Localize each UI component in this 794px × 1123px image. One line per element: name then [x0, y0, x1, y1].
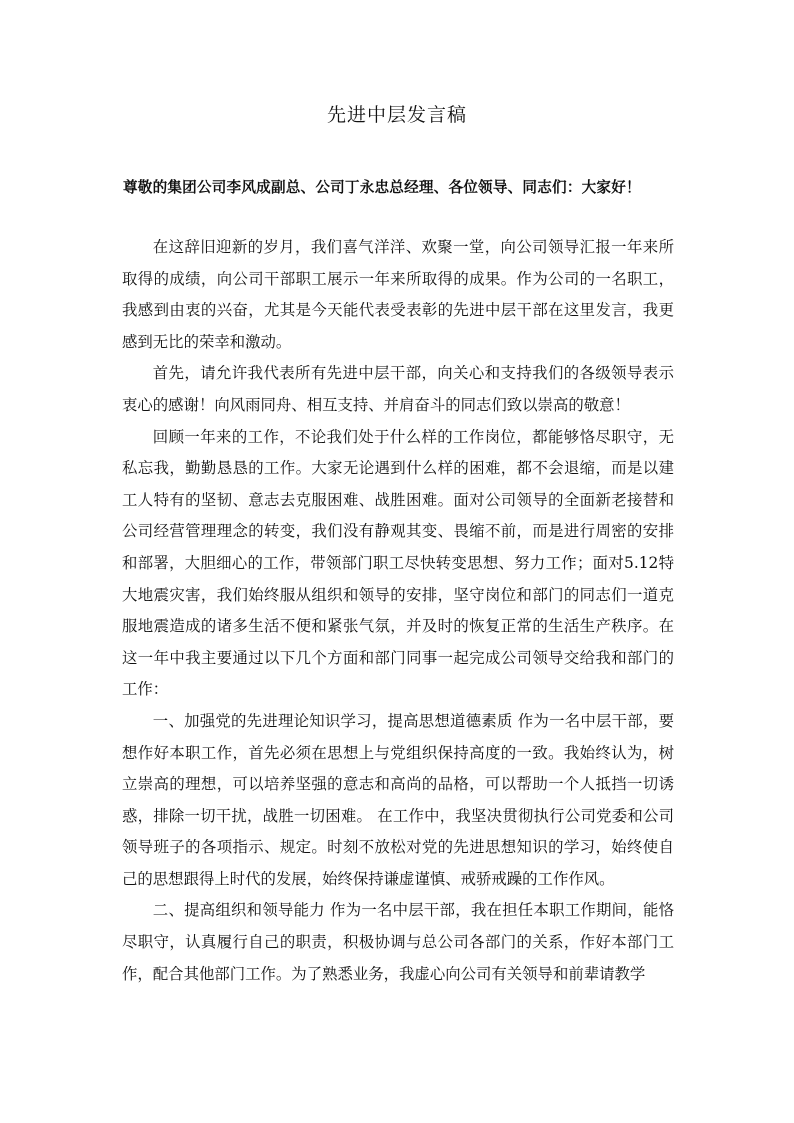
paragraph-section-two: 二、提高组织和领导能力 作为一名中层干部，我在担任本职工作期间，能恪尽职守，认真履行自己的职责，积极协调与总公司各部门的关系，作好本部门工作，配合其他部门工作。为了熟悉业务，我虚心向公司有关领导和前辈请教学 [122, 901, 674, 983]
paragraph-section-one: 一、加强党的先进理论知识学习，提高思想道德素质 作为一名中层干部，要想作好本职工作，首先必须在思想上与党组织保持高度的一致。我始终认为，树立崇高的理想，可以培养坚强的意志和高尚的品格，可以帮助一个人抵挡一切诱惑，排除一切干扰，战胜一切困难。 在工作中，我坚决贯彻执行公司党委和公司领导班子的各项指示、规定。时刻不放松对党的先进思想知识的学习，始终使自己的思想跟得上时代的发展，始终保持谦虚谨慎、戒骄戒躁的工作作风。 [122, 711, 674, 888]
paragraph-thanks: 首先，请允许我代表所有先进中层干部，向关心和支持我们的各级领导表示衷心的感谢！向风雨同舟、相互支持、并肩奋斗的同志们致以崇高的敬意！ [122, 364, 674, 414]
salutation: 尊敬的集团公司李风成副总、公司丁永忠总经理、各位领导、同志们：大家好！ [123, 179, 641, 196]
paragraph-review: 回顾一年来的工作，不论我们处于什么样的工作岗位，都能够恪尽职守，无私忘我，勤勤恳恳的工作。大家无论遇到什么样的困难，都不会退缩，而是以建工人特有的坚韧、意志去克服困难、战胜困难。面对公司领导的全面新老接替和公司经营管理理念的转变，我们没有静观其变、畏缩不前，而是进行周密的安排和部署，大胆细心的工作，带领部门职工尽快转变思想、努力工作；面对5.12特大地震灾害，我们始终服从组织和领导的安排，坚守岗位和部门的同志们一道克服地震造成的诸多生活不便和紧张气氛，并及时的恢复正常的生活生产秩序。在这一年中我主要通过以下几个方面和部门同事一起完成公司领导交给我和部门的工作： [122, 427, 674, 699]
document-body [122, 232, 674, 990]
document-title: 先进中层发言稿 [326, 104, 467, 126]
paragraph-opening: 在这辞旧迎新的岁月，我们喜气洋洋、欢聚一堂，向公司领导汇报一年来所取得的成绩，向公司干部职工展示一年来所取得的成果。作为公司的一名职工，我感到由衷的兴奋，尤其是今天能代表受表彰的先进中层干部在这里发言，我更感到无比的荣幸和激动。 [122, 238, 674, 351]
